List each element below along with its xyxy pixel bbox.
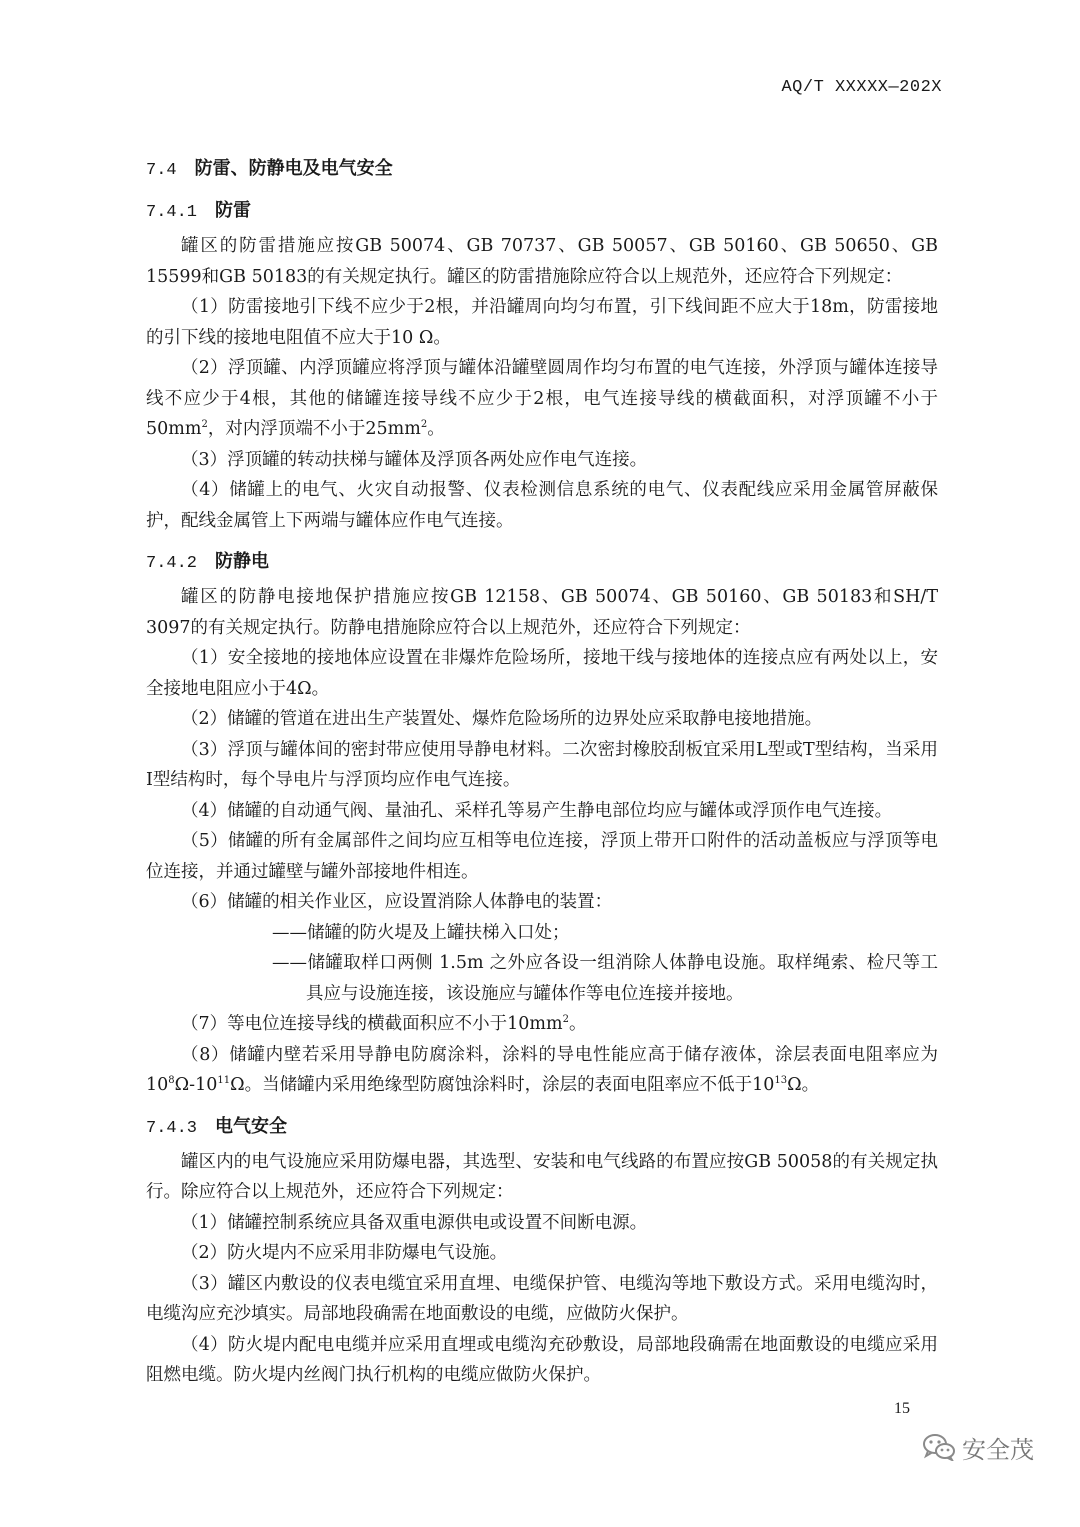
list-item: （2）防火堤内不应采用非防爆电气设施。 bbox=[181, 1243, 508, 1263]
list-item: （4）储罐的自动通气阀、量油孔、采样孔等易产生静电部位均应与罐体或浮顶作电气连接。 bbox=[181, 800, 893, 821]
section-title: 防雷、防静电及电气安全 bbox=[194, 158, 393, 179]
list-item: （1）防雷接地引下线不应少于2根，并沿罐周向均匀布置，引下线间距不应大于18m，防雷接地的引下线的接地电阻值不应大于10 Ω。 bbox=[146, 297, 938, 348]
watermark-text: 安全茂 bbox=[962, 1435, 1034, 1464]
subsection-title: 电气安全 bbox=[215, 1115, 288, 1137]
superscript: 11 bbox=[217, 1075, 231, 1087]
document-code: AQ/T XXXXX—202X bbox=[781, 78, 942, 97]
list-item bbox=[146, 1009, 938, 1040]
list-item: （6）储罐的相关作业区，应设置消除人体静电的装置： bbox=[181, 892, 613, 912]
text-run: Ω-10 bbox=[174, 1075, 218, 1095]
superscript: 13 bbox=[774, 1075, 788, 1087]
superscript: 8 bbox=[168, 1075, 175, 1087]
dash-item: ——储罐的防火堤及上罐扶梯入口处； bbox=[272, 922, 570, 943]
list-item: （1）储罐控制系统应具备双重电源供电或设置不间断电源。 bbox=[181, 1212, 648, 1233]
list-item: （1）安全接地的接地体应设置在非爆炸危险场所，接地干线与接地体的连接点应有两处以上，安全接地电阻应小于4Ω。 bbox=[146, 648, 938, 699]
dash-item: ——储罐取样口两侧 1.5m 之外应各设一组消除人体静电设施。取样绳索、检尺等工具应与设施连接，该设施应与罐体作等电位连接并接地。 bbox=[272, 953, 938, 1004]
list-item: （3）浮顶与罐体间的密封带应使用导静电材料。二次密封橡胶刮板宜采用L型或T型结构，当采用I型结构时，每个导电片与浮顶均应作电气连接。 bbox=[146, 739, 938, 790]
text-run: 。 bbox=[568, 1014, 587, 1034]
list-item: （4）储罐上的电气、火灾自动报警、仪表检测信息系统的电气、仪表配线应采用金属管屏蔽保护，配线金属管上下两端与罐体应作电气连接。 bbox=[146, 480, 938, 531]
page-number: 15 bbox=[894, 1400, 910, 1417]
text-run: Ω。当储罐内采用绝缘型防腐蚀涂料时，涂层的表面电阻率应不低于10 bbox=[230, 1075, 775, 1095]
paragraph: 罐区的防雷措施应按GB 50074、GB 70737、GB 50057、GB 50160、GB 50650、GB 15599和GB 50183的有关规定执行。罐区的防雷措施除应符合以上规范外，还应符合下列规定： bbox=[146, 236, 938, 287]
list-item: （5）储罐的所有金属部件之间均应互相等电位连接，浮顶上带开口附件的活动盖板应与浮顶等电位连接，并通过罐壁与罐外部接地件相连。 bbox=[146, 831, 938, 882]
subsection-heading-antistatic bbox=[146, 548, 938, 576]
list-item: （2）储罐的管道在进出生产装置处、爆炸危险场所的边界处应采取静电接地措施。 bbox=[181, 709, 823, 729]
superscript: 2 bbox=[420, 419, 428, 431]
subsection-heading-electrical bbox=[146, 1113, 938, 1141]
text-run: （8）储罐内壁若采用导静电防腐涂料，涂料的导电性能应高于储存液体，涂层表面电阻率应为10 bbox=[146, 1044, 938, 1095]
text-run: （7）等电位连接导线的横截面积应不小于10mm bbox=[181, 1014, 563, 1034]
superscript: 2 bbox=[562, 1014, 569, 1026]
list-item: （4）防火堤内配电电缆并应采用直埋或电缆沟充砂敷设，局部地段确需在地面敷设的电缆应采用阻燃电缆。防火堤内丝阀门执行机构的电缆应做防火保护。 bbox=[146, 1334, 938, 1385]
list-item bbox=[146, 1040, 938, 1101]
subsection-number: 7.4.3 bbox=[146, 1118, 198, 1138]
paragraph: 罐区的防静电接地保护措施应按GB 12158、GB 50074、GB 50160、GB 50183和SH/T 3097的有关规定执行。防静电措施除应符合以上规范外，还应符合下列规定： bbox=[146, 587, 938, 638]
subsection-title: 防雷 bbox=[215, 200, 252, 221]
watermark bbox=[922, 1432, 1034, 1462]
text-run: 。 bbox=[427, 419, 445, 439]
wechat-icon bbox=[922, 1433, 956, 1461]
text-run: ，对内浮顶端不小于25mm bbox=[207, 419, 421, 439]
subsection-heading-lightning bbox=[146, 197, 938, 225]
paragraph: 罐区内的电气设施应采用防爆电器，其选型、安装和电气线路的布置应按GB 50058的有关规定执行。除应符合以上规范外，还应符合下列规定： bbox=[146, 1151, 938, 1202]
subsection-number: 7.4.1 bbox=[146, 203, 198, 222]
text-run: （2）浮顶罐、内浮顶罐应将浮顶与罐体沿罐壁圆周作均匀布置的电气连接，外浮顶与罐体连接导线不应少于4根，其他的储罐连接导线不应少于2根，电气连接导线的横截面积，对浮顶罐不小于50mm bbox=[146, 358, 938, 439]
list-item: （3）罐区内敷设的仪表电缆宜采用直埋、电缆保护管、电缆沟等地下敷设方式。采用电缆沟时，电缆沟应充沙填实。局部地段确需在地面敷设的电缆，应做防火保护。 bbox=[146, 1273, 938, 1324]
subsection-title: 防静电 bbox=[215, 551, 270, 572]
subsection-number: 7.4.2 bbox=[146, 554, 198, 573]
list-item bbox=[146, 353, 938, 445]
text-run: Ω。 bbox=[787, 1075, 820, 1095]
page-content bbox=[146, 155, 938, 1391]
section-heading bbox=[146, 155, 938, 183]
list-item: （3）浮顶罐的转动扶梯与罐体及浮顶各两处应作电气连接。 bbox=[181, 449, 648, 470]
section-number: 7.4 bbox=[146, 161, 177, 180]
superscript: 2 bbox=[201, 419, 208, 431]
